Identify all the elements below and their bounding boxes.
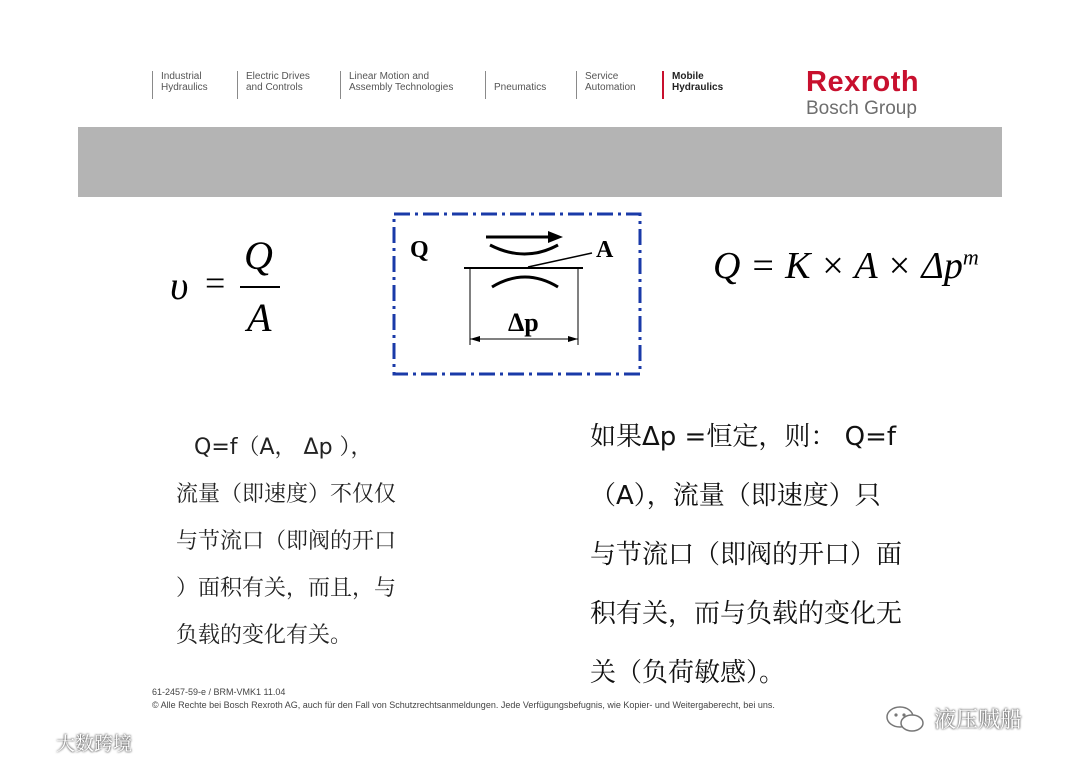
orifice-upper-icon <box>490 245 558 254</box>
nav-item-service-automation[interactable]: Service Automation <box>576 71 636 99</box>
watermark-right-text: 液压贼船 <box>934 708 1023 733</box>
nav-item-linear-motion[interactable]: Linear Motion and Assembly Technologies <box>340 71 453 99</box>
right-line-1: 如果Δp =恒定，则： Q=f <box>590 422 897 452</box>
nav-item-mobile-hydraulics[interactable]: Mobile Hydraulics <box>662 71 723 99</box>
dim-arrow-left-icon <box>470 336 480 342</box>
label-a: A <box>596 237 614 263</box>
right-paragraph <box>590 408 970 703</box>
left-paragraph <box>176 424 446 659</box>
brand-group: Bosch Group <box>806 98 917 119</box>
brand-logo: Rexroth <box>806 66 920 98</box>
formula-numerator: Q <box>244 233 273 278</box>
formula-equals: = <box>205 263 226 303</box>
right-line-5: 关（负荷敏感）。 <box>590 658 786 688</box>
flow-formula-exponent: m <box>962 244 979 270</box>
watermark-left <box>8 729 132 756</box>
watermark-logo-icon <box>8 732 52 754</box>
right-line-4: 积有关，而与负载的变化无 <box>590 599 903 629</box>
fraction-bar <box>240 286 280 288</box>
wechat-icon <box>884 704 926 734</box>
arrow-head-icon <box>548 231 563 243</box>
dim-arrow-right-icon <box>568 336 578 342</box>
right-line-3: 与节流口（即阀的开口）面 <box>590 540 903 570</box>
left-line-2: 流量（即速度）不仅仅 <box>176 482 397 507</box>
left-line-4: ）面积有关，而且，与 <box>176 576 397 601</box>
footer-code: 61-2457-59-e / BRM-VMK1 11.04 <box>152 687 286 697</box>
leader-line <box>528 253 592 267</box>
label-q: Q <box>410 237 429 263</box>
footer-copyright: © Alle Rechte bei Bosch Rexroth AG, auch für den Fall von Schutzrechtsanmeldungen. Jede Verfügungsbefugnis, wie Kopier- und Weitergaberecht, bei uns. <box>152 700 775 710</box>
nav-item-electric-drives[interactable]: Electric Drives and Controls <box>237 71 310 99</box>
left-line-5: 负载的变化有关。 <box>176 623 353 648</box>
label-dp: Δp <box>508 308 539 337</box>
nav-item-pneumatics[interactable]: Pneumatics <box>485 71 546 99</box>
orifice-lower-icon <box>492 277 558 287</box>
watermark-right <box>884 703 1022 734</box>
left-line-3: 与节流口（即阀的开口 <box>176 529 397 554</box>
orifice-diagram <box>380 205 655 390</box>
nav-item-industrial-hydraulics[interactable]: Industrial Hydraulics <box>152 71 208 99</box>
watermark-left-text: 大数跨境 <box>56 733 133 755</box>
flow-formula <box>713 244 979 288</box>
formula-denominator: A <box>247 295 272 340</box>
right-line-2: （A），流量（即速度）只 <box>590 481 881 511</box>
left-line-1: Q=f（A， Δp ）， <box>194 435 373 460</box>
title-band <box>78 127 1002 197</box>
flow-formula-body: Q = K × A × Δp <box>713 245 963 287</box>
formula-lhs: υ <box>170 263 189 308</box>
